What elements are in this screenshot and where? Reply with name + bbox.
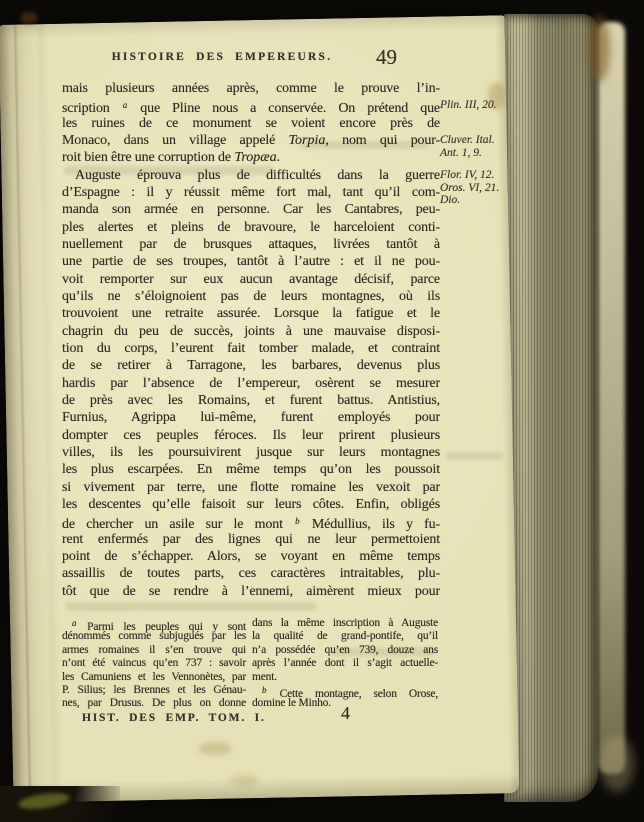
body-line: rent enfermés par des lignes qui ne leur permettoient — [62, 531, 440, 547]
running-title: HISTOIRE DES EMPEREURS. — [111, 51, 333, 63]
margin-citation-line: Ant. 1, 9. — [440, 146, 482, 159]
footnote-line: $^b$ Cette montagne, selon Orose, — [262, 684, 438, 700]
footnote-line: ment. — [252, 670, 277, 683]
body-line: trouvoient une retraite assurée. Lorsque la fatigue et le — [62, 306, 440, 322]
body-line: nuellement par de brusques attaques, livrées tantôt à — [62, 236, 440, 252]
body-line: hardis par l’absence de l’empereur, osèrent se mesurer — [62, 375, 440, 391]
body-line: dompter ces peuples féroces. Ils leur prirent plusieurs — [62, 427, 440, 443]
footnote-column-left — [62, 617, 246, 711]
margin-citation-line: Oros. VI, 21. — [440, 181, 500, 194]
footnote-line: après l’année dont il s’agit actuelle- — [252, 657, 438, 670]
margin-citation-line: Plin. III, 20. — [440, 99, 497, 111]
margin-citation — [440, 134, 512, 159]
body-line: tôt que de se rendre à l’ennemi, aimèrent mieux pour — [62, 583, 440, 599]
body-line: scription $^a$ que Pline nous a conservée. On prétend que — [62, 100, 440, 117]
footnote-line: P. Silius; les Brennes et les Génau- — [62, 683, 246, 696]
volume-signature: HIST. DES EMP. TOM. I. — [82, 712, 266, 724]
body-line: les descentes qu’elle faisoit sur leurs côtes. Enfin, obligés — [62, 496, 440, 512]
body-line: une partie de ses troupes, tantôt à l’autre : et il ne pou- — [62, 254, 440, 270]
body-line: d’Espagne : il y réussit même fort mal, tant qu’il com- — [62, 184, 440, 200]
body-line: les plus escarpées. En même temps qu’on les poussoit — [62, 462, 440, 478]
page-number: 49 — [376, 45, 397, 69]
body-line: tion du corps, l’eurent fait tomber malade, et contraint — [62, 340, 440, 356]
body-line: assaillis de toutes parts, ces caractères intraitables, plu- — [62, 566, 440, 582]
footnote-line: la qualité de grand-pontife, qu’il — [252, 630, 438, 643]
footnote-line: n’ont été vaincus qu’en 737 : savoir — [62, 657, 246, 670]
footnote-line: dénommés comme subjugués par les — [62, 630, 246, 643]
footnote-line: dans la même inscription à Auguste — [252, 617, 438, 629]
margin-citation-line: Dio. — [440, 194, 461, 207]
body-line: ples alertes et pleins de bravoure, le harceloient conti- — [62, 219, 440, 235]
margin-citation — [440, 169, 512, 207]
footnote-line: n’a possédée qu’en 739, douze ans — [252, 643, 438, 656]
footnote-line: armes romaines il s’en trouve qui — [62, 643, 246, 656]
body-line: Furnius, Agrippa lui-même, furent employés pour — [62, 410, 440, 426]
body-line: chagrin du peu de succès, joints à une mauvaise disposi- — [62, 323, 440, 339]
body-line: de près avec les Romains, et furent battus. Antistius, — [62, 392, 440, 408]
margin-citation-line: Cluver. Ital. — [440, 134, 495, 146]
body-line: villes, ils les poursuivirent jusque sur leurs montagnes — [62, 444, 440, 460]
body-line: manda son armée en personne. Car les Cantabres, peu- — [62, 202, 440, 218]
body-line: qu’ils ne s’éloignoient pas de leurs montagnes, où ils — [62, 288, 440, 304]
footnote-marker: b — [262, 684, 267, 695]
footnote-marker: a — [72, 618, 77, 628]
footnote-marker: a — [122, 100, 128, 111]
body-text — [62, 80, 440, 600]
body-line: de chercher un asile sur le mont $^b$ Médullius, ils y fu- — [62, 516, 441, 533]
body-line: point de s’échapper. Alors, se voyant en même temps — [62, 548, 440, 564]
footnote-column-right — [252, 617, 438, 711]
footnote-line: $^a$ Parmi les peuples qui y sont — [72, 618, 246, 633]
gathering-mark: 4 — [341, 703, 350, 723]
body-line: Auguste éprouva plus de difficultés dans la guerre — [75, 167, 440, 183]
body-line: les ruines de ce monument se voient encore près de — [62, 115, 440, 131]
footnote-marker: b — [295, 516, 300, 527]
body-line: de se retirer à Tarragone, les barbares, devenus plus — [62, 358, 440, 374]
body-line: si vivement par terre, une flotte romaine les vexoit par — [62, 479, 440, 495]
body-line: Monaco, dans un village appelé Torpia, nom qui pour- — [62, 132, 440, 148]
margin-citation-line: Flor. IV, 12. — [440, 169, 495, 181]
body-line: roit bien être une corruption de Tropæa. — [62, 150, 280, 166]
footnote-line: domine le Minho. — [252, 697, 331, 710]
margin-citation — [440, 99, 512, 112]
body-line: voit remporter sur eux aucun avantage décisif, parce — [62, 271, 440, 287]
body-line: mais plusieurs années après, comme le prouve l’in- — [62, 81, 440, 96]
footnote-line: nes, par Drusus. De plus on donne — [62, 697, 246, 710]
footnote-line: les Camuniens et les Vennonètes, par — [62, 670, 246, 683]
